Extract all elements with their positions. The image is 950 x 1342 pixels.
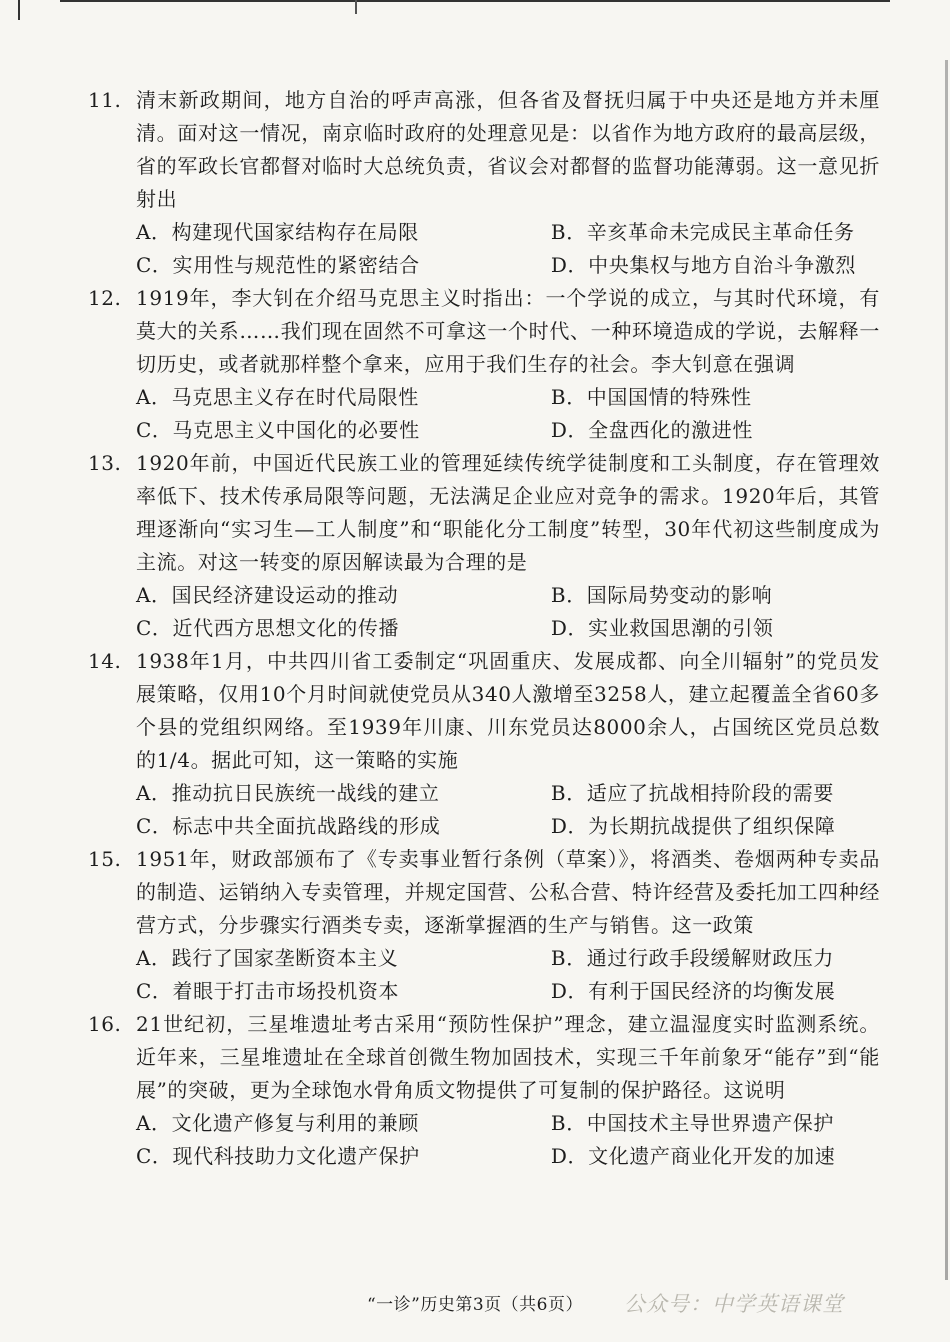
question-stem: 1920年前，中国近代民族工业的管理延续传统学徒制度和工头制度，存在管理效率低下、技术传承局限等问题，无法满足企业应对竞争的需求。1920年后，其管理逐渐向“实习生—工人制度”和“职能化分工制度”转型，30年代初这些制度成为主流。对这一转变的原因解读最为合理的是	[136, 451, 880, 574]
option-c: C．实用性与规范性的紧密结合	[136, 253, 420, 277]
option-a: A．构建现代国家结构存在局限	[136, 220, 419, 244]
options	[136, 381, 880, 447]
question-15	[88, 843, 880, 1008]
option-b: B．通过行政手段缓解财政压力	[550, 946, 834, 970]
option-b: B．国际局势变动的影响	[550, 583, 773, 607]
scan-edge-shadow	[945, 60, 948, 1280]
option-a: A．国民经济建设运动的推动	[136, 583, 399, 607]
options	[136, 216, 880, 282]
question-13	[88, 447, 880, 645]
question-stem: 1919年，李大钊在介绍马克思主义时指出：一个学说的成立，与其时代环境，有莫大的关系……我们现在固然不可拿这一个时代、一种环境造成的学说，去解释一切历史，或者就那样整个拿来，应用于我们生存的社会。李大钊意在强调	[136, 286, 880, 376]
option-d: D．文化遗产商业化开发的加速	[550, 1144, 836, 1168]
option-c: C．现代科技助力文化遗产保护	[136, 1144, 420, 1168]
question-16	[88, 1008, 880, 1173]
option-d: D．有利于国民经济的均衡发展	[550, 979, 836, 1003]
option-c: C．马克思主义中国化的必要性	[136, 418, 420, 442]
option-d: D．为长期抗战提供了组织保障	[550, 814, 836, 838]
option-d: D．全盘西化的激进性	[550, 418, 753, 442]
question-12	[88, 282, 880, 447]
question-number: 13.	[88, 451, 122, 475]
page-footer: “一诊”历史第3页（共6页）	[366, 1295, 583, 1315]
option-c: C．着眼于打击市场投机资本	[136, 979, 400, 1003]
question-number: 14.	[88, 649, 122, 673]
option-a: A．马克思主义存在时代局限性	[136, 385, 419, 409]
watermark-text: 公众号：中学英语课堂	[624, 1292, 844, 1316]
question-14	[88, 645, 880, 843]
options	[136, 1107, 880, 1173]
question-number: 16.	[88, 1012, 122, 1036]
options	[136, 777, 880, 843]
option-a: A．文化遗产修复与利用的兼顾	[136, 1111, 419, 1135]
question-number: 11.	[88, 88, 122, 112]
question-stem: 清末新政期间，地方自治的呼声高涨，但各省及督抚归属于中央还是地方并未厘清。面对这一情况，南京临时政府的处理意见是：以省作为地方政府的最高层级，省的军政长官都督对临时大总统负责，省议会对都督的监督功能薄弱。这一意见折射出	[136, 88, 880, 211]
option-a: A．践行了国家垄断资本主义	[136, 946, 399, 970]
option-d: D．实业救国思潮的引领	[550, 616, 774, 640]
question-11	[88, 84, 880, 282]
options	[136, 579, 880, 645]
question-stem: 21世纪初，三星堆遗址考古采用“预防性保护”理念，建立温湿度实时监测系统。近年来，三星堆遗址在全球首创微生物加固技术，实现三千年前象牙“能存”到“能展”的突破，更为全球饱水骨角质文物提供了可复制的保护路径。这说明	[136, 1012, 880, 1102]
top-tick-mark	[355, 0, 357, 14]
question-stem: 1938年1月，中共四川省工委制定“巩固重庆、发展成都、向全川辐射”的党员发展策略，仅用10个月时间就使党员从340人激增至3258人，建立起覆盖全省60多个县的党组织网络。至1939年川康、川东党员达8000余人，占国统区党员总数的1/4。据此可知，这一策略的实施	[136, 649, 880, 772]
question-number: 15.	[88, 847, 122, 871]
top-border-line	[60, 0, 890, 2]
question-number: 12.	[88, 286, 122, 310]
option-d: D．中央集权与地方自治斗争激烈	[550, 253, 856, 277]
option-c: C．标志中共全面抗战路线的形成	[136, 814, 441, 838]
option-b: B．辛亥革命未完成民主革命任务	[550, 220, 855, 244]
option-b: B．中国国情的特殊性	[550, 385, 752, 409]
option-c: C．近代西方思想文化的传播	[136, 616, 400, 640]
option-b: B．中国技术主导世界遗产保护	[550, 1111, 834, 1135]
question-stem: 1951年，财政部颁布了《专卖事业暂行条例（草案）》，将酒类、卷烟两种专卖品的制造、运销纳入专卖管理，并规定国营、公私合营、特许经营及委托加工四种经营方式，分步骤实行酒类专卖，逐渐掌握酒的生产与销售。这一政策	[136, 847, 880, 937]
question-list	[88, 84, 880, 1173]
corner-tick-mark	[18, 0, 20, 20]
option-b: B．适应了抗战相持阶段的需要	[550, 781, 834, 805]
option-a: A．推动抗日民族统一战线的建立	[136, 781, 440, 805]
options	[136, 942, 880, 1008]
